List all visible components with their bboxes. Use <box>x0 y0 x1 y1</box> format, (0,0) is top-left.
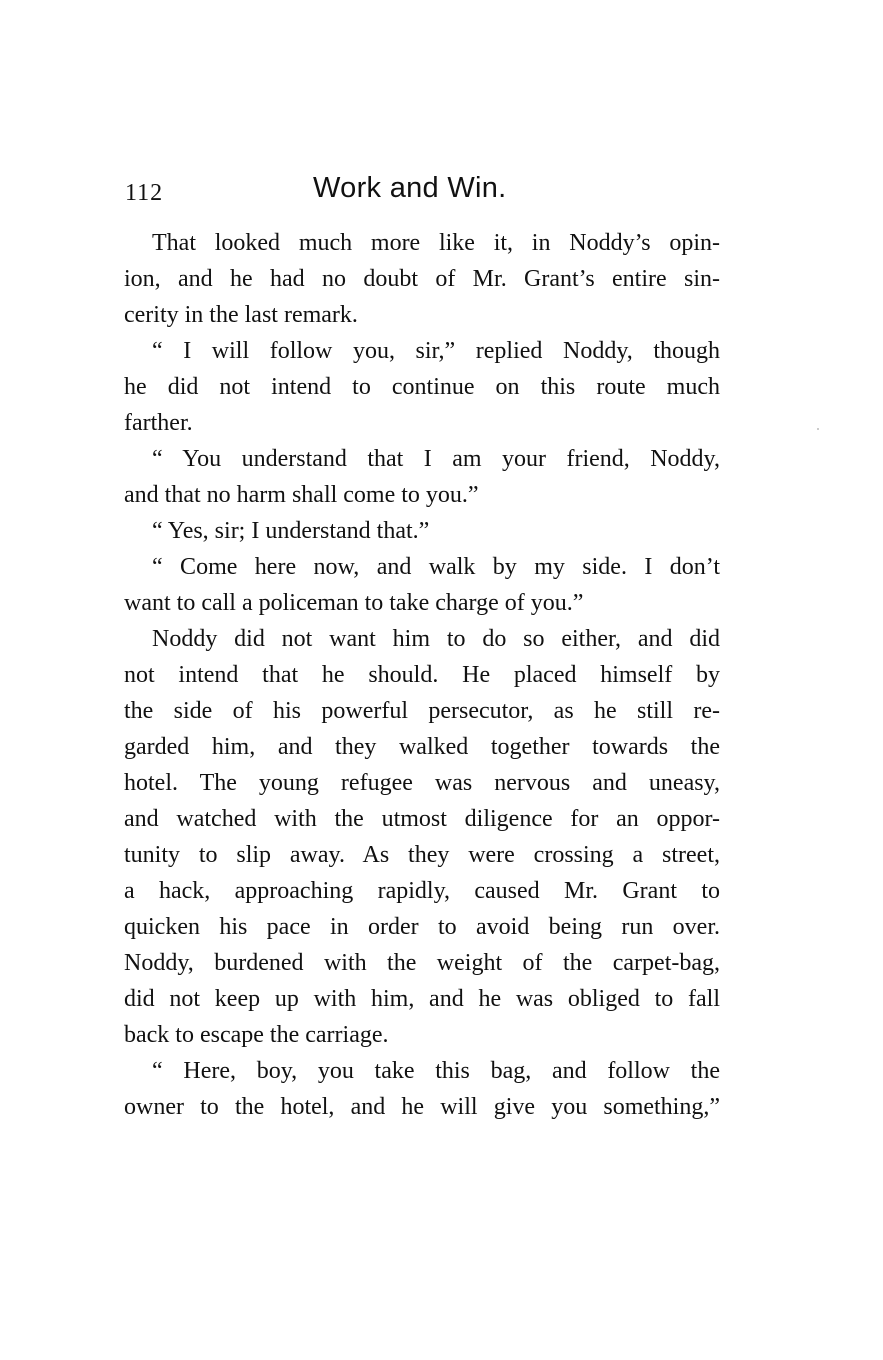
text-line: he did not intend to continue on this route much <box>124 374 720 400</box>
text-line: did not keep up with him, and he was obliged to fall <box>124 986 720 1012</box>
paragraph <box>124 549 720 621</box>
text-line: cerity in the last remark. <box>124 302 358 328</box>
text-line: garded him, and they walked together towards the <box>124 734 720 760</box>
text-line: “ Here, boy, you take this bag, and follow the <box>152 1058 720 1084</box>
text-line: a hack, approaching rapidly, caused Mr. Grant to <box>124 878 720 904</box>
paragraph <box>124 441 720 513</box>
running-title: Work and Win. <box>313 172 507 204</box>
text-line: back to escape the carriage. <box>124 1022 389 1048</box>
page-number: 112 <box>125 180 164 206</box>
text-line: hotel. The young refugee was nervous and uneasy, <box>124 770 720 796</box>
text-line: not intend that he should. He placed himself by <box>124 662 720 688</box>
text-line: the side of his powerful persecutor, as he still re- <box>124 698 720 724</box>
text-line: and that no harm shall come to you.” <box>124 482 479 508</box>
page-header <box>125 172 725 212</box>
paragraph <box>124 513 720 549</box>
text-line: “ Come here now, and walk by my side. I don’t <box>152 554 720 580</box>
text-line: farther. <box>124 410 193 436</box>
paragraph <box>124 333 720 441</box>
text-line: “ You understand that I am your friend, Noddy, <box>152 446 720 472</box>
text-line: Noddy did not want him to do so either, and did <box>152 626 720 652</box>
text-line: ion, and he had no doubt of Mr. Grant’s entire sin- <box>124 266 720 292</box>
text-line: That looked much more like it, in Noddy’s opin- <box>152 230 720 256</box>
paragraph <box>124 225 720 333</box>
body-text <box>124 225 720 1125</box>
text-line: want to call a policeman to take charge of you.” <box>124 590 584 616</box>
text-line: owner to the hotel, and he will give you something,” <box>124 1094 720 1120</box>
paragraph <box>124 621 720 1053</box>
text-line: “ I will follow you, sir,” replied Noddy, though <box>152 338 720 364</box>
text-line: tunity to slip away. As they were crossing a street, <box>124 842 720 868</box>
text-line: “ Yes, sir; I understand that.” <box>152 518 430 544</box>
paragraph <box>124 1053 720 1125</box>
margin-speck <box>817 428 819 430</box>
text-line: and watched with the utmost diligence for an oppor- <box>124 806 720 832</box>
text-line: Noddy, burdened with the weight of the carpet-bag, <box>124 950 720 976</box>
text-line: quicken his pace in order to avoid being run over. <box>124 914 720 940</box>
